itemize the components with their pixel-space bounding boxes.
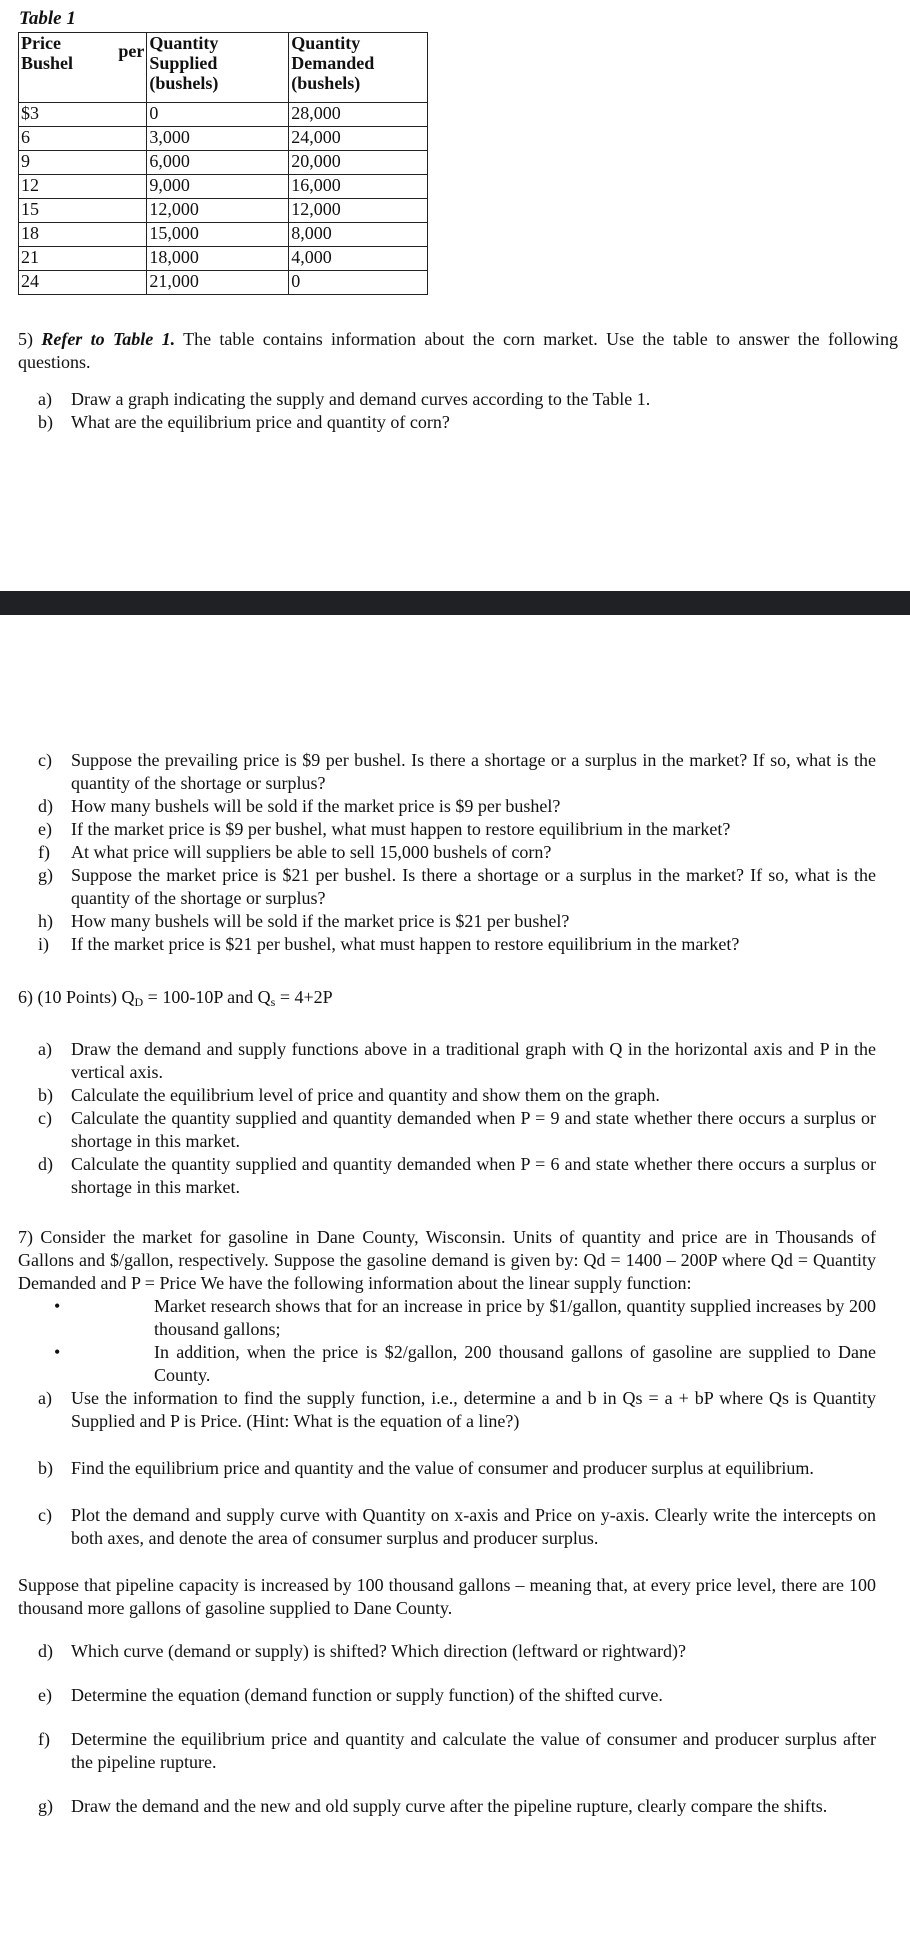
item-text: Calculate the equilibrium level of price and quantity and show them on the graph.	[71, 1085, 660, 1105]
item-text: How many bushels will be sold if the market price is $9 per bushel?	[71, 796, 561, 816]
question-7-item-f	[18, 1728, 876, 1774]
question-5-item-c	[18, 749, 876, 795]
question-5-item-f	[18, 841, 876, 864]
cell-demanded: 16,000	[289, 175, 428, 199]
header-price	[19, 33, 147, 103]
cell-supplied: 18,000	[147, 247, 289, 271]
question-6-heading	[18, 986, 876, 1014]
header-demanded	[289, 33, 428, 103]
question-7-item-c	[18, 1504, 876, 1550]
q6-sub-d: D	[134, 995, 144, 1009]
cell-supplied: 9,000	[147, 175, 289, 199]
bullet-text: In addition, when the price is $2/gallon, 200 thousand gallons of gasoline are supplied to Dane County.	[154, 1342, 876, 1385]
item-text: How many bushels will be sold if the market price is $21 per bushel?	[71, 911, 570, 931]
cell-demanded: 20,000	[289, 151, 428, 175]
question-7-item-g	[18, 1795, 876, 1818]
question-7-bullet	[18, 1295, 876, 1341]
item-text: If the market price is $21 per bushel, what must happen to restore equilibrium in the market?	[71, 934, 740, 954]
header-supplied-line: Quantity	[149, 33, 219, 53]
question-5-intro	[18, 328, 898, 374]
item-text: Determine the equation (demand function or supply function) of the shifted curve.	[71, 1685, 663, 1705]
item-text: Draw the demand and supply functions above in a traditional graph with Q in the horizontal axis and P in the vertical axis.	[71, 1039, 876, 1082]
item-label: a)	[38, 1039, 52, 1059]
cell-supplied: 3,000	[147, 127, 289, 151]
item-text: Calculate the quantity supplied and quantity demanded when P = 6 and state whether there occurs a surplus or shortage in this market.	[71, 1154, 876, 1197]
question-5-continued	[18, 749, 876, 956]
header-demanded-line: Demanded	[291, 53, 375, 73]
question-5-item-i	[18, 933, 876, 956]
cell-demanded: 12,000	[289, 199, 428, 223]
question-7-bullet	[18, 1341, 876, 1387]
header-supplied	[147, 33, 289, 103]
cell-demanded: 4,000	[289, 247, 428, 271]
question-5-text: The table contains information about the corn market. Use the table to answer the following questions.	[18, 329, 898, 372]
item-label: b)	[38, 1085, 53, 1105]
item-label: g)	[38, 1796, 53, 1816]
item-text: Suppose the market price is $21 per bushel. Is there a shortage or a surplus in the market? If so, what is the quantity of the shortage or surplus?	[71, 865, 876, 908]
item-text: If the market price is $9 per bushel, what must happen to restore equilibrium in the market?	[71, 819, 731, 839]
item-text: Calculate the quantity supplied and quantity demanded when P = 9 and state whether there occurs a surplus or shortage in this market.	[71, 1108, 876, 1151]
item-text: Find the equilibrium price and quantity and the value of consumer and producer surplus at equilibrium.	[71, 1458, 814, 1478]
question-7-intro: 7) Consider the market for gasoline in Dane County, Wisconsin. Units of quantity and price are in Thousands of Gallons and $/gallon, respectively. Suppose the gasoline demand is given by: Qd = 1400 – 200P where Qd = Quantity Demanded and P = Price We have the following information about the linear supply function:	[18, 1227, 876, 1293]
item-label: c)	[38, 1108, 52, 1128]
item-text: What are the equilibrium price and quantity of corn?	[71, 412, 450, 432]
item-label: a)	[38, 389, 52, 409]
item-label: e)	[38, 819, 52, 839]
question-6-item-c	[18, 1107, 876, 1153]
question-7-item-b	[18, 1457, 876, 1480]
cell-price: 21	[19, 247, 147, 271]
header-supplied-line: Supplied	[149, 53, 218, 73]
question-5-item-d	[18, 795, 876, 818]
cell-supplied: 6,000	[147, 151, 289, 175]
question-7-item-a	[18, 1387, 876, 1433]
item-label: g)	[38, 865, 53, 885]
question-7-item-e	[18, 1684, 876, 1707]
item-text: Draw a graph indicating the supply and demand curves according to the Table 1.	[71, 389, 651, 409]
item-label: d)	[38, 796, 53, 816]
table-row	[19, 127, 428, 151]
item-label: f)	[38, 842, 50, 862]
item-text: Which curve (demand or supply) is shifted? Which direction (leftward or rightward)?	[71, 1641, 686, 1661]
bullet-icon: •	[54, 1296, 61, 1316]
item-label: d)	[38, 1154, 53, 1174]
question-5-item-a	[18, 388, 898, 411]
question-6-item-d	[18, 1153, 876, 1199]
question-5-item-h	[18, 910, 876, 933]
question-5-lead: Refer to Table 1.	[41, 329, 176, 349]
cell-price: 12	[19, 175, 147, 199]
question-5-item-e	[18, 818, 876, 841]
table-row	[19, 223, 428, 247]
table-title: Table 1	[19, 8, 76, 29]
item-text: Draw the demand and the new and old supply curve after the pipeline rupture, clearly compare the shifts.	[71, 1796, 828, 1816]
bullet-icon: •	[54, 1342, 61, 1362]
cell-demanded: 0	[289, 271, 428, 295]
question-5-item-b	[18, 411, 898, 434]
item-label: c)	[38, 1505, 52, 1525]
item-label: b)	[38, 1458, 53, 1478]
cell-price: 24	[19, 271, 147, 295]
question-6-item-b	[18, 1084, 876, 1107]
cell-supplied: 21,000	[147, 271, 289, 295]
item-label: e)	[38, 1685, 52, 1705]
question-6	[18, 986, 876, 1199]
table-row	[19, 271, 428, 295]
question-5-item-g	[18, 864, 876, 910]
cell-price: 6	[19, 127, 147, 151]
header-supplied-line: (bushels)	[149, 73, 219, 93]
table-row	[19, 103, 428, 127]
item-text: Use the information to find the supply function, i.e., determine a and b in Qs = a + bP where Qs is Quantity Supplied and P is Price. (Hint: What is the equation of a line?)	[71, 1388, 876, 1431]
cell-supplied: 15,000	[147, 223, 289, 247]
q6-sub-s: s	[270, 995, 276, 1009]
header-demanded-line: (bushels)	[291, 73, 361, 93]
pipeline-paragraph: Suppose that pipeline capacity is increased by 100 thousand gallons – meaning that, at every price level, there are 100 thousand more gallons of gasoline supplied to Dane County.	[18, 1575, 876, 1618]
cell-demanded: 28,000	[289, 103, 428, 127]
item-text: Plot the demand and supply curve with Quantity on x-axis and Price on y-axis. Clearly write the intercepts on both axes, and denote the area of consumer surplus and producer surplus.	[71, 1505, 876, 1548]
item-text: Suppose the prevailing price is $9 per bushel. Is there a shortage or a surplus in the market? If so, what is the quantity of the shortage or surplus?	[71, 750, 876, 793]
header-price-label: Price	[21, 33, 61, 53]
cell-demanded: 24,000	[289, 127, 428, 151]
header-per: per	[118, 41, 145, 61]
table-row	[19, 175, 428, 199]
question-6-item-a	[18, 1038, 876, 1084]
bullet-text: Market research shows that for an increase in price by $1/gallon, quantity supplied increases by 200 thousand gallons;	[154, 1296, 876, 1339]
header-demanded-line: Quantity	[291, 33, 361, 53]
question-5	[18, 328, 898, 434]
item-label: i)	[38, 934, 49, 954]
cell-demanded: 8,000	[289, 223, 428, 247]
table-row	[19, 199, 428, 223]
question-5-number: 5)	[18, 329, 33, 349]
q6-prefix: 6) (10 Points) Q	[18, 987, 135, 1007]
item-label: d)	[38, 1641, 53, 1661]
item-label: c)	[38, 750, 52, 770]
question-7	[18, 1226, 876, 1818]
item-label: f)	[38, 1729, 50, 1749]
item-label: b)	[38, 412, 53, 432]
item-label: a)	[38, 1388, 52, 1408]
page-divider-bar	[0, 591, 910, 615]
cell-price: $3	[19, 103, 147, 127]
question-7-item-d	[18, 1640, 876, 1663]
item-text: At what price will suppliers be able to sell 15,000 bushels of corn?	[71, 842, 552, 862]
q6-suffix: = 4+2P	[275, 987, 333, 1007]
item-text: Determine the equilibrium price and quantity and calculate the value of consumer and producer surplus after the pipeline rupture.	[71, 1729, 876, 1772]
table-header-row	[19, 33, 428, 103]
table-row	[19, 151, 428, 175]
table-1	[18, 32, 428, 295]
table-row	[19, 247, 428, 271]
q6-mid: = 100-10P and Q	[143, 987, 271, 1007]
cell-supplied: 12,000	[147, 199, 289, 223]
cell-price: 9	[19, 151, 147, 175]
item-label: h)	[38, 911, 53, 931]
cell-supplied: 0	[147, 103, 289, 127]
cell-price: 15	[19, 199, 147, 223]
cell-price: 18	[19, 223, 147, 247]
header-price-unit: Bushel	[21, 53, 74, 73]
